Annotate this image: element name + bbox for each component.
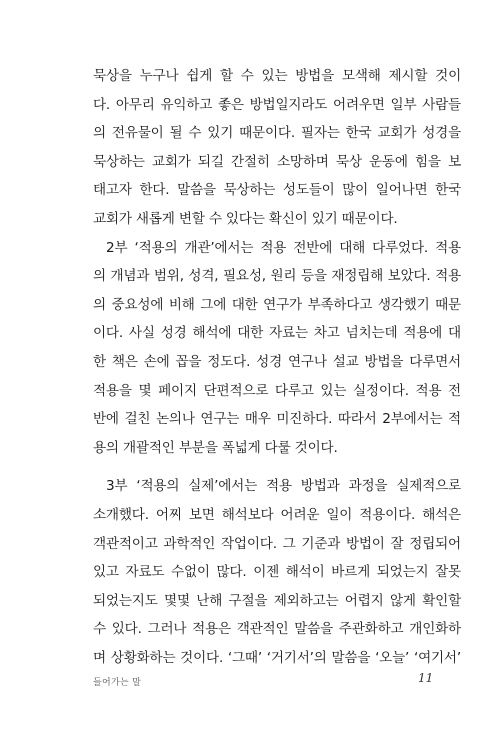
- paragraph-gap: [93, 462, 461, 472]
- text-line: 다. 아무리 유익하고 좋은 방법일지라도 어려우면 일부 사람들: [93, 96, 461, 113]
- text-line: 수 있다. 그러나 적용은 객관적인 말씀을 주관화하고 개인화하: [93, 621, 461, 638]
- running-footer-title: 들어가는 말: [93, 678, 142, 688]
- text-line: 묵상을 누구나 쉽게 할 수 있는 방법을 모색해 제시할 것이: [93, 68, 461, 84]
- body-text: [93, 62, 461, 672]
- text-line: 이다. 사실 성경 해석에 대한 자료는 차고 넘치는데 적용에 대: [93, 325, 461, 342]
- paragraph: [93, 234, 461, 463]
- paragraph: [93, 472, 461, 672]
- paragraph: [93, 62, 461, 234]
- text-line: 교회가 새롭게 변할 수 있다는 확신이 있기 때문이다.: [93, 210, 398, 227]
- text-line: 의 중요성에 비해 그에 대한 연구가 부족하다고 생각했기 때문: [93, 296, 461, 313]
- text-line: 며 상황화하는 것이다. ‘그때’ ‘거기서’의 말씀을 ‘오늘’ ‘여기서’: [93, 649, 461, 666]
- text-line: 있고 자료도 수없이 많다. 이젠 해석이 바르게 되었는지 잘못: [93, 564, 461, 581]
- text-line: 용의 개괄적인 부분을 폭넓게 다룰 것이다.: [93, 439, 338, 456]
- text-line: 태고자 한다. 말씀을 묵상하는 성도들이 많이 일어나면 한국: [93, 182, 461, 199]
- text-line: 묵상하는 교회가 되길 간절히 소망하며 묵상 운동에 힘을 보: [93, 153, 461, 170]
- text-line: 3부 ‘적용의 실제’에서는 적용 방법과 과정을 실제적으로: [106, 478, 461, 495]
- page-number: 11: [418, 671, 434, 685]
- text-line: 소개했다. 어찌 보면 해석보다 어려운 일이 적용이다. 해석은: [93, 506, 461, 523]
- text-line: 의 개념과 범위, 성격, 필요성, 원리 등을 재정립해 보았다. 적용: [93, 268, 461, 285]
- text-line: 한 책은 손에 꼽을 정도다. 성경 연구나 설교 방법을 다루면서: [93, 353, 461, 370]
- text-line: 반에 걸친 논의나 연구는 매우 미진하다. 따라서 2부에서는 적: [93, 411, 461, 428]
- text-line: 되었는지도 몇몇 난해 구절을 제외하고는 어렵지 않게 확인할: [93, 592, 461, 609]
- text-line: 2부 ‘적용의 개관’에서는 적용 전반에 대해 다루었다. 적용: [106, 239, 461, 256]
- text-line: 객관적이고 과학적인 작업이다. 그 기준과 방법이 잘 정립되어: [93, 535, 461, 552]
- text-line: 의 전유물이 될 수 있기 때문이다. 필자는 한국 교회가 성경을: [93, 125, 461, 142]
- text-line: 적용을 몇 페이지 단편적으로 다루고 있는 실정이다. 적용 전: [93, 382, 461, 399]
